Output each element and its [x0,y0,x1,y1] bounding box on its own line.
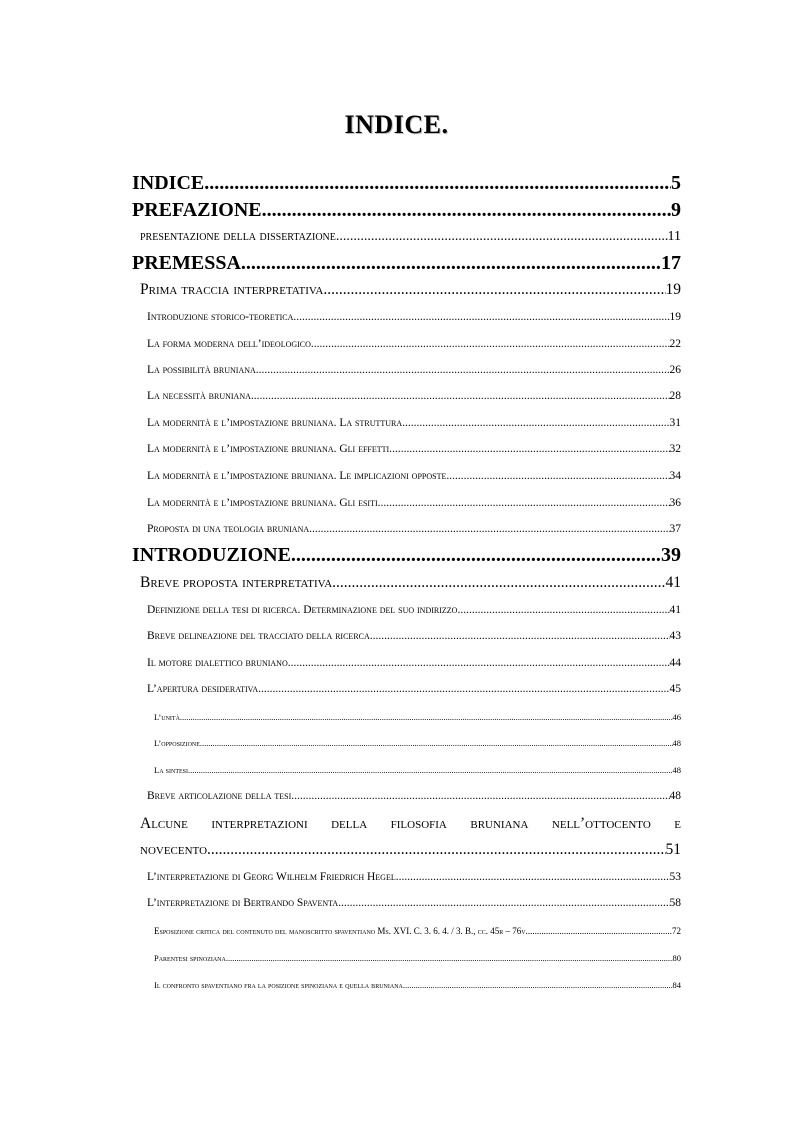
toc-entry-motore[interactable] [147,657,681,673]
toc-entry-title: novecento. [140,841,211,858]
toc-entry-title: Breve proposta interpretativa. [140,574,337,591]
toc-entry-title: L’interpretazione di Georg Wilhelm Friedrich Hegel. [147,871,399,883]
dot-leader [267,199,671,222]
toc-page-number: 45 [669,683,681,695]
toc-entry-title: La modernità e l’impostazione bruniana. Gli esiti. [147,497,381,509]
dot-leader [405,980,673,990]
toc-entry-title: La modernità e l’impostazione bruniana. Le implicazioni opposte. [147,470,450,482]
toc-page-number: 41 [669,604,681,616]
toc-entry-title: La modernità e l’impostazione bruniana. La struttura. [147,417,406,429]
dot-leader [339,229,667,245]
toc-page-number: 43 [669,630,681,642]
toc-entry-title: L’apertura desiderativa. [147,683,262,695]
dot-leader [314,338,670,350]
toc-entry-title: PREMESSA. [132,252,246,274]
toc-entry-title: INTRODUZIONE. [132,544,296,566]
toc-entry-modernita-effetti[interactable] [147,443,681,459]
toc-entry-title: Il motore dialettico bruniano. [147,657,291,669]
toc-entry-spaventa[interactable] [147,897,681,913]
toc-entry-articolazione[interactable] [147,790,681,806]
dot-leader [405,417,669,429]
toc-page-number: 48 [672,738,681,748]
toc-entry-unita[interactable] [154,712,681,724]
toc-entry-forma-moderna[interactable] [147,338,681,354]
toc-page-number: 48 [669,790,681,802]
dot-leader [327,281,665,299]
toc-entry-title: La forma moderna dell’ideologico. [147,338,314,350]
toc-entry-title: Breve delineazione del tracciato della ricerca. [147,630,373,642]
toc-entry-introduzione-storico[interactable] [147,311,681,327]
dot-leader [312,523,669,535]
toc-entry-title-line [140,815,681,837]
toc-entry-title: Esposizione critica del contenuto del manoscritto spaventiano Ms. XVI. C. 3. 6. 4. / 3. B., cc. 45r – 76v. [154,926,528,936]
dot-leader [209,172,671,195]
toc-page-number: 19 [669,311,681,323]
dot-leader [392,443,669,455]
toc-page-number: 51 [665,841,681,858]
toc-page-number: 9 [671,199,681,221]
toc-word: e [674,815,681,832]
toc-entry-apertura[interactable] [147,683,681,699]
toc-page-number: 5 [671,172,681,194]
dot-leader [291,657,670,669]
dot-leader [399,871,670,883]
toc-page-number: 32 [669,443,681,455]
toc-entry-title: INDICE. [132,172,210,194]
page-title: INDICE. [344,110,449,139]
dot-leader [294,790,669,802]
dot-leader [528,926,672,936]
dot-leader [373,630,670,642]
dot-leader [228,953,673,963]
dot-leader [460,604,669,616]
toc-word: della [331,815,368,832]
toc-entry-title: Introduzione storico-teoretica. [147,311,297,323]
dot-leader [296,544,661,567]
toc-entry-prefazione[interactable] [132,199,681,225]
toc-entry-premessa[interactable] [132,252,681,278]
toc-word: interpretazioni [211,815,308,832]
toc-page-number: 22 [669,338,681,350]
dot-leader [449,470,669,482]
toc-page-number: 41 [665,574,681,591]
dot-leader [336,574,665,592]
toc-word: nell’ottocento [551,815,651,832]
toc-page-number: 26 [669,364,681,376]
toc-page-number: 31 [669,417,681,429]
dot-leader [182,712,672,722]
toc-entry-esposizione[interactable] [154,926,681,938]
toc-entry-title: La possibilità bruniana. [147,364,259,376]
toc-page-number: 84 [672,980,681,990]
toc-word: bruniana [470,815,529,832]
toc-entry-title: L’unità. [154,712,183,722]
dot-leader [254,390,670,402]
toc-entry-opposizione[interactable] [154,738,681,750]
toc-page-number: 46 [672,712,681,722]
toc-entry-introduzione[interactable] [132,544,681,570]
toc-entry-necessita[interactable] [147,390,681,406]
toc-entry-confronto[interactable] [154,980,681,992]
toc-entry-possibilita[interactable] [147,364,681,380]
toc-page-number: 53 [669,871,681,883]
dot-leader [259,364,670,376]
toc-entry-title: Definizione della tesi di ricerca. Determinazione del suo indirizzo. [147,604,461,616]
toc-entry-modernita-implicazioni[interactable] [147,470,681,486]
toc-entry-title: Breve articolazione della tesi. [147,790,295,802]
toc-word: Alcune [140,815,188,832]
toc-page-number: 11 [667,229,681,244]
dot-leader [341,897,669,909]
toc-entry-title: Parentesi spinoziana. [154,953,228,963]
toc-entry-title: La modernità e l’impostazione bruniana. Gli effetti. [147,443,393,455]
toc-word: filosofia [390,815,447,832]
toc-page-number: 39 [661,544,681,566]
dot-leader [190,765,672,775]
toc-page-number: 36 [669,497,681,509]
toc-entry-title: Il confronto spaventiano fra la posizione spinoziana e quella bruniana. [154,980,405,990]
dot-leader [246,252,661,275]
toc-page-number: 34 [669,470,681,482]
toc-entry-parentesi[interactable] [154,953,681,965]
toc-entry-title: L’opposizione. [154,738,203,748]
toc-entry-title: L’interpretazione di Bertrando Spaventa. [147,897,342,909]
toc-entry-title: Prima traccia interpretativa. [140,281,328,298]
toc-entry-title: presentazione della dissertazione. [140,229,340,244]
toc-entry-prima-traccia[interactable] [140,281,681,301]
dot-leader [296,311,669,323]
toc-entry-modernita-esiti[interactable] [147,497,681,513]
dot-leader [381,497,670,509]
toc-entry-hegel[interactable] [147,871,681,887]
toc-entry-title-line [140,841,681,859]
toc-page-number: 48 [672,765,681,775]
toc-page-number: 17 [661,252,681,274]
toc-entry-delineazione[interactable] [147,630,681,646]
toc-entry-definizione[interactable] [147,604,681,620]
toc-entry-alcune-interpretazioni[interactable] [140,815,681,859]
toc-page-number: 72 [672,926,681,936]
dot-leader [202,738,672,748]
dot-leader [261,683,669,695]
toc-entry-title: La necessità bruniana. [147,390,254,402]
toc-entry-indice[interactable] [132,172,681,198]
toc-entry-breve-proposta[interactable] [140,574,681,594]
toc-page-number: 19 [665,281,681,298]
toc-entry-presentazione[interactable] [140,229,681,249]
toc-page-number: 28 [669,390,681,402]
toc-entry-title: Proposta di una teologia bruniana. [147,523,313,535]
toc-entry-title: La sintesi. [154,765,191,775]
toc-page-number: 80 [672,953,681,963]
toc-page-number: 58 [669,897,681,909]
toc-entry-modernita-struttura[interactable] [147,417,681,433]
toc-entry-title: PREFAZIONE. [132,199,267,221]
toc-page-number: 37 [669,523,681,535]
toc-entry-teologia[interactable] [147,523,681,539]
toc-page-number: 44 [669,657,681,669]
toc-entry-sintesi[interactable] [154,765,681,777]
dot-leader [211,841,666,859]
